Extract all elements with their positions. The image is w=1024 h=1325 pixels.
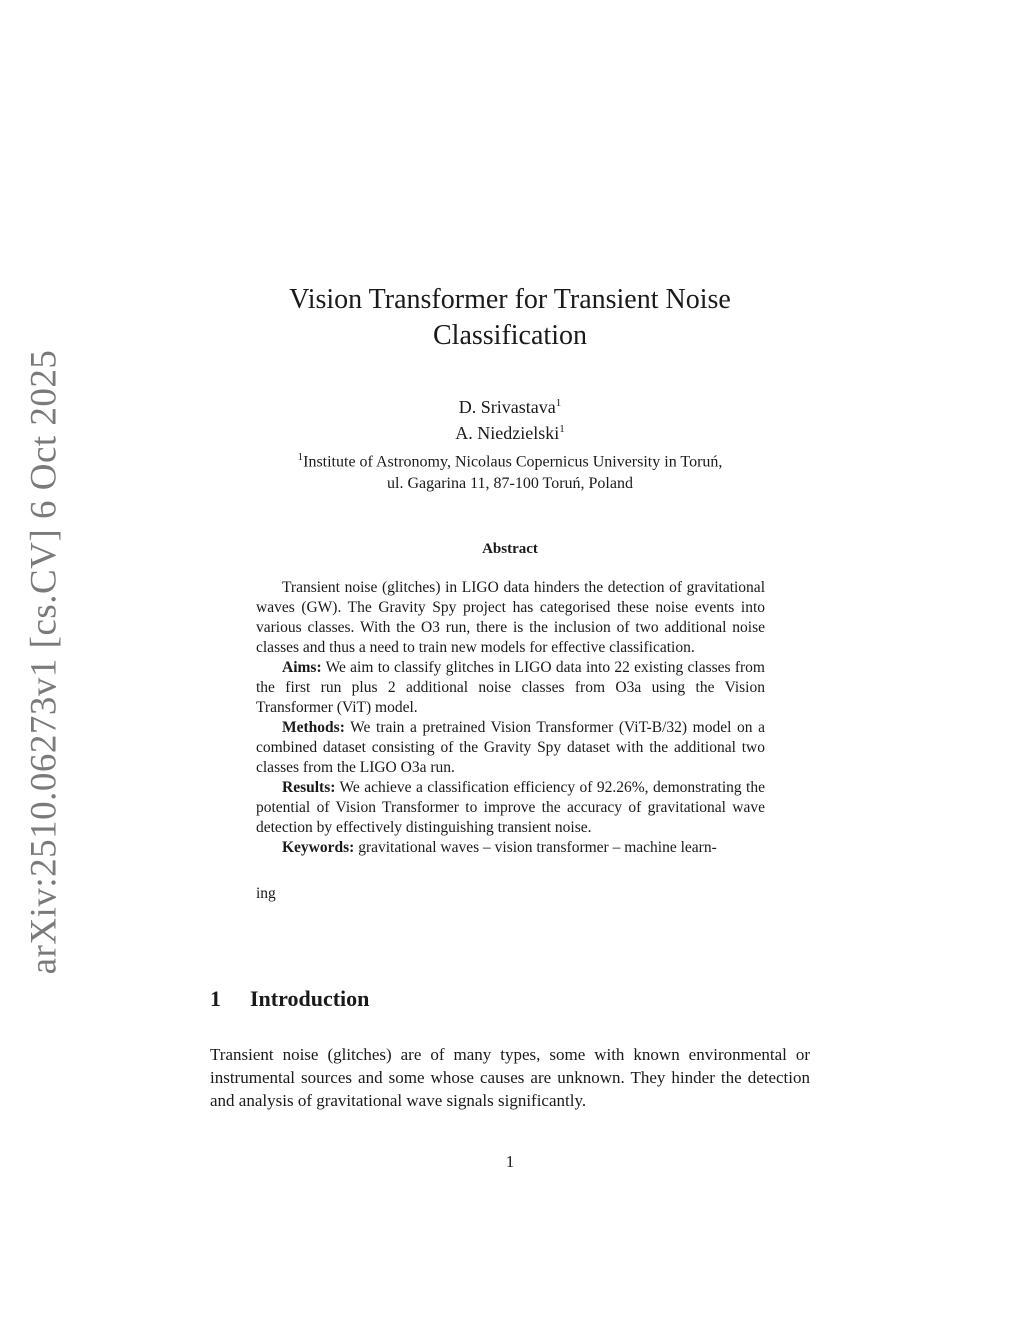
keywords-label: Keywords:	[282, 839, 355, 856]
methods-text: We train a pretrained Vision Transformer (ViT-B/32) model on a combined dataset consisting of the Gravity Spy dataset with the additional two classes from the LIGO O3a run.	[256, 719, 765, 776]
author-name: D. Srivastava	[458, 397, 556, 417]
abstract-body	[256, 578, 765, 904]
abstract-intro: Transient noise (glitches) in LIGO data hinders the detection of gravitational waves (GW). The Gravity Spy project has categorised these noise events into various classes. With the O3 run, there is the inclusion of two additional noise classes and thus a need to train new models for effective classification.	[256, 579, 765, 656]
affiliation-line-2: ul. Gagarina 11, 87-100 Toruń, Poland	[387, 475, 633, 493]
aims-label: Aims:	[282, 659, 322, 676]
introduction-paragraph: Transient noise (glitches) are of many types, some with known environmental or instrumental sources and some whose causes are unknown. They hinder the detection and analysis of gravitational wave signals significantly.	[210, 1045, 810, 1110]
results-text: We achieve a classification efficiency of 92.26%, demonstrating the potential of Vision Transformer to improve the accuracy of gravitational wave detection by effectively distinguishing transient noise.	[256, 779, 765, 836]
section-title: Introduction	[250, 986, 370, 1011]
affiliation-institute: Institute of Astronomy, Nicolaus Copernicus University in Toruń,	[303, 453, 723, 471]
paper-title	[210, 282, 810, 354]
author-affiliation-marker: 1	[555, 397, 562, 409]
arxiv-identifier: arXiv:2510.06273v1 [cs.CV] 6 Oct 2025	[23, 349, 65, 975]
abstract-methods	[256, 718, 765, 778]
abstract-aims	[256, 658, 765, 718]
keywords-text: gravitational waves – vision transformer – machine learn-	[358, 839, 717, 856]
affiliation	[210, 446, 810, 495]
page-number: 1	[505, 1152, 515, 1171]
abstract-heading: Abstract	[482, 541, 538, 557]
author-1	[210, 392, 810, 418]
aims-text: We aim to classify glitches in LIGO data into 22 existing classes from the first run plus 2 additional noise classes from O3a using the Vision Transformer (ViT) model.	[256, 659, 765, 716]
affiliation-marker: 1	[297, 451, 304, 463]
keywords-tail: ing	[256, 885, 276, 902]
section-number: 1	[210, 986, 221, 1011]
abstract-keywords	[256, 838, 765, 858]
author-list	[210, 392, 810, 444]
title-line-1: Vision Transformer for Transient Noise	[289, 284, 731, 315]
abstract-results	[256, 778, 765, 838]
author-affiliation-marker: 1	[559, 423, 565, 435]
section-heading-introduction	[210, 986, 369, 1012]
author-name: A. Niedzielski	[455, 423, 560, 443]
affiliation-line-1	[210, 446, 810, 473]
results-label: Results:	[282, 779, 336, 796]
author-2	[210, 418, 810, 444]
methods-label: Methods:	[282, 719, 345, 736]
title-line-2: Classification	[433, 320, 587, 351]
